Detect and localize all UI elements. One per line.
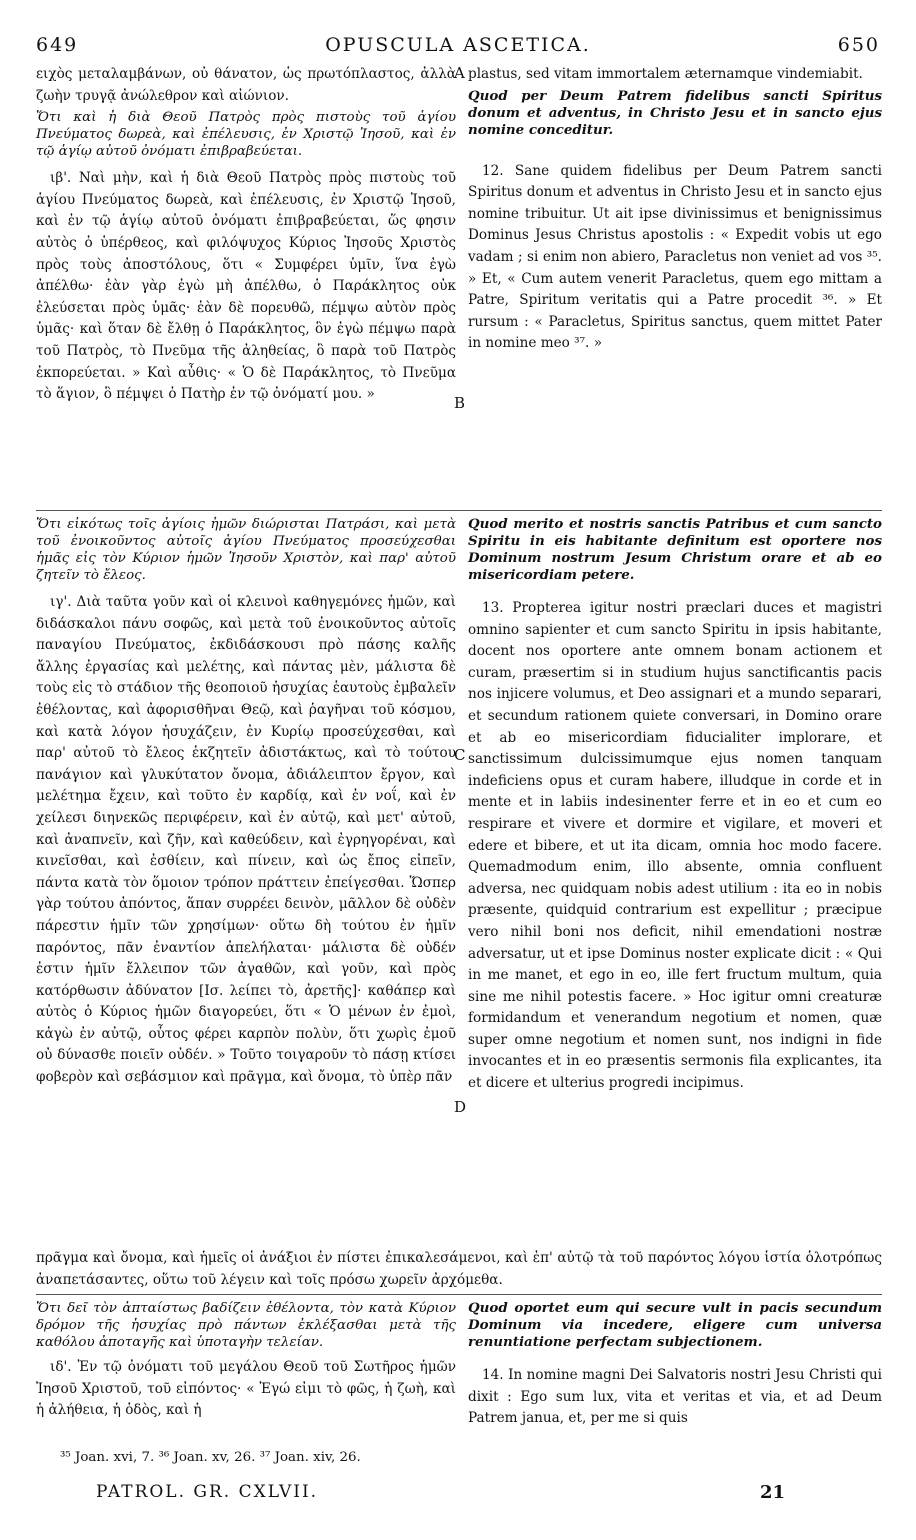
greek-tail-text: πρᾶγμα καὶ ὄνομα, καὶ ἡμεῖς οἱ ἀνάξιοι ἐν πίστει ἐπικαλεσάμενοι, καὶ ἐπ' αὐτῷ τὰ τοῦ παρόντος λόγου ἱστία ὁλοτρόπως ἀναπετάσαντες, οὕτω τοῦ λέγειν καὶ τοῖς πρόσω χωρεῖν ἀρχόμεθα. [36, 1250, 882, 1288]
page-number-right: 650 [837, 34, 880, 56]
section-divider [36, 1294, 882, 1295]
greek-column-section-3 [36, 1300, 456, 1422]
greek-continuation: ειχὸς μεταλαμβάνων, οὐ θάνατον, ὡς πρωτόπλαστος, ἀλλὰ ζωὴν τρυγᾷ ἀνώλεθρον καὶ αἰώνιον. [36, 66, 456, 104]
page-number-left: 649 [36, 34, 79, 56]
latin-paragraph-14: 14. In nomine magni Dei Salvatoris nostri Jesu Christi qui dixit : Ego sum lux, vita et veritas et via, et ad Deum Patrem janua, et, per me si quis [468, 1367, 882, 1427]
footnotes: ³⁵ Joan. xvi, 7. ³⁶ Joan. xv, 26. ³⁷ Joan. xiv, 26. [60, 1450, 361, 1465]
latin-caption: Quod merito et nostris sanctis Patribus et cum sancto Spiritu in eis habitante definitum est oportere nos Dominum nostrum Jesum Christum orare et ab eo misericordiam petere. [468, 516, 882, 583]
latin-column-section-1 [468, 64, 882, 355]
footer-signature: PATROL. GR. CXLVII. [96, 1482, 319, 1502]
greek-caption: Ὅτι εἰκότως τοῖς ἁγίοις ἡμῶν διώρισται Πατράσι, καὶ μετὰ τοῦ ἐνοικοῦντος αὐτοῖς ἁγίου Πνεύματος προσεύχεσθαι ἡμᾶς εἰς τὸν Κύριον ἡμῶν Ἰησοῦν Χριστὸν, καὶ παρ' αὐτοῦ ζητεῖν τὸ ἔλεος. [36, 517, 456, 583]
footer-gathering-number: 21 [760, 1482, 786, 1503]
greek-caption: Ὅτι δεῖ τὸν ἀπταίστως βαδίζειν ἐθέλοντα, τὸν κατὰ Κύριον δρόμον τῆς ἡσυχίας πρὸ πάντων ἐκλέξασθαι μετὰ τῆς καθόλου ἀποταγῆς καὶ ὑποταγὴν τελείαν. [36, 1301, 456, 1350]
running-title: OPUSCULA ASCETICA. [325, 34, 591, 56]
greek-column-section-2 [36, 516, 456, 1089]
latin-paragraph-12: 12. Sane quidem fidelibus per Deum Patrem sancti Spiritus donum et adventus in Christo Jesu et in sancto ejus nomine tribuitur. Ut ait ipse divinissimus et benignissimus Dominus Jesus Christus apostolis : « Expedit vobis ut ego vadam ; si enim non abiero, Paracletus non veniet ad vos ³⁵. » Et, « Cum autem venerit Paracletus, quem ego mittam a Patre, Spiritum veritatis qui a Patre procedit ³⁶. » Et rursum : « Paracletus, Spiritus sanctus, quem mittet Pater in nomine meo ³⁷. » [468, 162, 882, 352]
greek-caption: Ὅτι καὶ ἡ διὰ Θεοῦ Πατρὸς πρὸς πιστοὺς τοῦ ἁγίου Πνεύματος δωρεὰ, καὶ ἐπέλευσις, ἐν Χριστῷ Ἰησοῦ, καὶ ἐν τῷ ἁγίῳ αὐτοῦ ὀνόματι ἐπιβραβεύεται. [36, 110, 456, 160]
greek-paragraph-13: ιγ'. Διὰ ταῦτα γοῦν καὶ οἱ κλεινοὶ καθηγεμόνες ἡμῶν, καὶ διδάσκαλοι πάνυ σοφῶς, καὶ μετὰ τοῦ ἐνοικοῦντος αὐτοῖς παναγίου Πνεύματος, ἐκδιδάσκουσι πρὸ πάσης καλῆς ἄλλης ἐργασίας καὶ μελέτης, καὶ πάντας μὲν, μάλιστα δὲ τοὺς εἰς τὸ στάδιον τῆς θεοποιοῦ ἡσυχίας ἑαυτοὺς ἐμβαλεῖν ἐθέλοντας, καὶ ἀφορισθῆναι Θεῷ, καὶ ῥαγῆναι τοῦ κόσμου, καὶ κατὰ λόγον ἡσυχάζειν, ἐν Κυρίῳ προσεύχεσθαι, καὶ παρ' αὐτοῦ τὸ ἔλεος ἐκζητεῖν ἀδιστάκτως, καὶ τὸ τούτου πανάγιον καὶ γλυκύτατον ὄνομα, ἀδιάλειπτον ἔργον, καὶ μελέτημα ἔχειν, καὶ τοῦτο ἐν καρδίᾳ, καὶ ἐν νοΐ, καὶ ἐν χείλεσι διηνεκῶς περιφέρειν, καὶ ἐν αὐτῷ, καὶ μετ' αὐτοῦ, καὶ ἀναπνεῖν, καὶ ζῆν, καὶ καθεύδειν, καὶ ἐγρηγορέναι, καὶ κινεῖσθαι, καὶ ἐσθίειν, καὶ πίνειν, καὶ ὡς ἔπος εἰπεῖν, πάντα κατὰ τὸν ὅμοιον τρόπον πράττειν ἐπείγεσθαι. Ὥσπερ γὰρ τούτου ἀπόντος, ἅπαν συρρέει δεινὸν, μᾶλλον δὲ οὐδὲν πάρεστιν ἡμῖν τῶν χρησίμων· οὕτω δὴ τούτου ἐν ἡμῖν παρόντος, πᾶν ἐναντίον ἀπελήλαται· μάλιστα δὲ οὐδέν ἐστιν ἡμῖν ἔλλειπον τῶν ἀγαθῶν, καὶ γοῦν, καὶ πρὸς κατόρθωσιν ἀδύνατον [Ισ. λείπει τὸ, ἀρετῆς]· καθάπερ καὶ αὐτὸς ὁ Κύριος ἡμῶν διαγορεύει, ὅτι « Ὁ μένων ἐν ἐμοὶ, κἀγὼ ἐν αὐτῷ, οὗτος φέρει καρπὸν πολὺν, ὅτι χωρὶς ἐμοῦ οὐ δύνασθε ποιεῖν οὐδέν. » Τοῦτο τοιγαροῦν τὸ πάσῃ κτίσει φοβερὸν καὶ σεβάσμιον καὶ πρᾶγμα, καὶ ὄνομα, τὸ ὑπὲρ πᾶν [36, 594, 456, 1086]
greek-paragraph-12: ιβ'. Ναὶ μὴν, καὶ ἡ διὰ Θεοῦ Πατρὸς πρὸς πιστοὺς τοῦ ἁγίου Πνεύματος δωρεὰ, καὶ ἐπέλευσις, ἐν Χριστῷ Ἰησοῦ, καὶ ἐν τῷ ἁγίῳ αὐτοῦ ὀνόματι ἐπιβραβεύεται, ὥς φησιν αὐτὸς ὁ ὑπέρθεος, καὶ φιλόψυχος Κύριος Ἰησοῦς Χριστὸς πρὸς τοὺς ἀποστόλους, ὅτι « Συμφέρει ὑμῖν, ἵνα ἐγὼ ἀπέλθω· ἐὰν γὰρ ἐγὼ μὴ ἀπέλθω, ὁ Παράκλητος οὐκ ἐλεύσεται πρὸς ὑμᾶς· ἐὰν δὲ πορευθῶ, πέμψω αὐτὸν πρὸς ὑμᾶς· καὶ ὅταν δὲ ἔλθῃ ὁ Παράκλητος, ὃν ἐγὼ πέμψω παρὰ τοῦ Πατρὸς, τὸ Πνεῦμα τῆς ἀληθείας, ὃ παρὰ τοῦ Πατρὸς ἐκπορεύεται. » Καὶ αὖθις· « Ὁ δὲ Παράκλητος, τὸ Πνεῦμα τὸ ἅγιον, ὃ πέμψει ὁ Πατὴρ ἐν τῷ ὀνόματί μου. » [36, 170, 456, 403]
latin-continuation: plastus, sed vitam immortalem æternamque vindemiabit. [468, 66, 863, 82]
margin-marker-c: C [454, 746, 466, 764]
latin-caption: Quod per Deum Patrem fidelibus sancti Spiritus donum et adventus, in Christo Jesu et in sancto ejus nomine conceditur. [468, 87, 882, 138]
margin-marker-a: A [454, 64, 465, 82]
latin-caption: Quod oportet eum qui secure vult in pacis secundum Dominum via incedere, eligere cum universa renuntiatione perfectam subjectionem. [468, 1300, 882, 1350]
latin-paragraph-13: 13. Propterea igitur nostri præclari duces et magistri omnino sapienter et cum sancto Spiritu in ipsis habitante, docent nos oportere ante omnem bonam actionem et curam, præsertim si in studium hujus sanctificantis pacis nos injicere volumus, et Deo assignari et a mundo separari, et secundum rationem quiete conversari, in Domino orare et ab eo misericordiam fiducialiter implorare, et sanctissimum dulcissimumque ejus nomen tanquam indeficiens opus et curam habere, illudque in corde et in mente et in labiis indesinenter ferre et in eo et cum eo respirare et vivere et dormire et vigilare, et moveri et edere et bibere, et ut ita dicam, omnia hoc modo facere. Quemadmodum enim, illo absente, omnia confluent adversa, nec quidquam nobis adest utilium : ita eo in nobis præsente, quidquid contrarium est expellitur ; præcipue vero nihil boni nos deficit, nihil emendationi nostræ adversatur, ut et ipse Dominus noster explicate dicit : « Qui in me manet, et ego in eo, ille fert fructum multum, quia sine me nihil potestis facere. » Hoc igitur omni creaturæ formidandum et venerandum negotium et nomen, quæ super omne negotium et nomen sunt, nos indigni in fide invocantes et in eo præsentis sermonis fila explicantes, ita et dicere et ulterius progredi incipimus. [468, 600, 882, 1092]
latin-column-section-2 [468, 516, 882, 1095]
greek-paragraph-14: ιδ'. Ἐν τῷ ὀνόματι τοῦ μεγάλου Θεοῦ τοῦ Σωτῆρος ἡμῶν Ἰησοῦ Χριστοῦ, τοῦ εἰπόντος· « Ἐγώ εἰμι τὸ φῶς, ἡ ζωὴ, καὶ ἡ ἀλήθεια, ἡ ὁδὸς, καὶ ἡ [36, 1359, 456, 1419]
greek-full-width-tail [36, 1248, 882, 1291]
greek-column-section-1 [36, 64, 456, 406]
margin-marker-d: D [454, 1098, 467, 1116]
section-divider [36, 510, 882, 511]
running-head [36, 34, 880, 64]
latin-column-section-3 [468, 1300, 882, 1430]
margin-marker-b: B [454, 394, 466, 412]
